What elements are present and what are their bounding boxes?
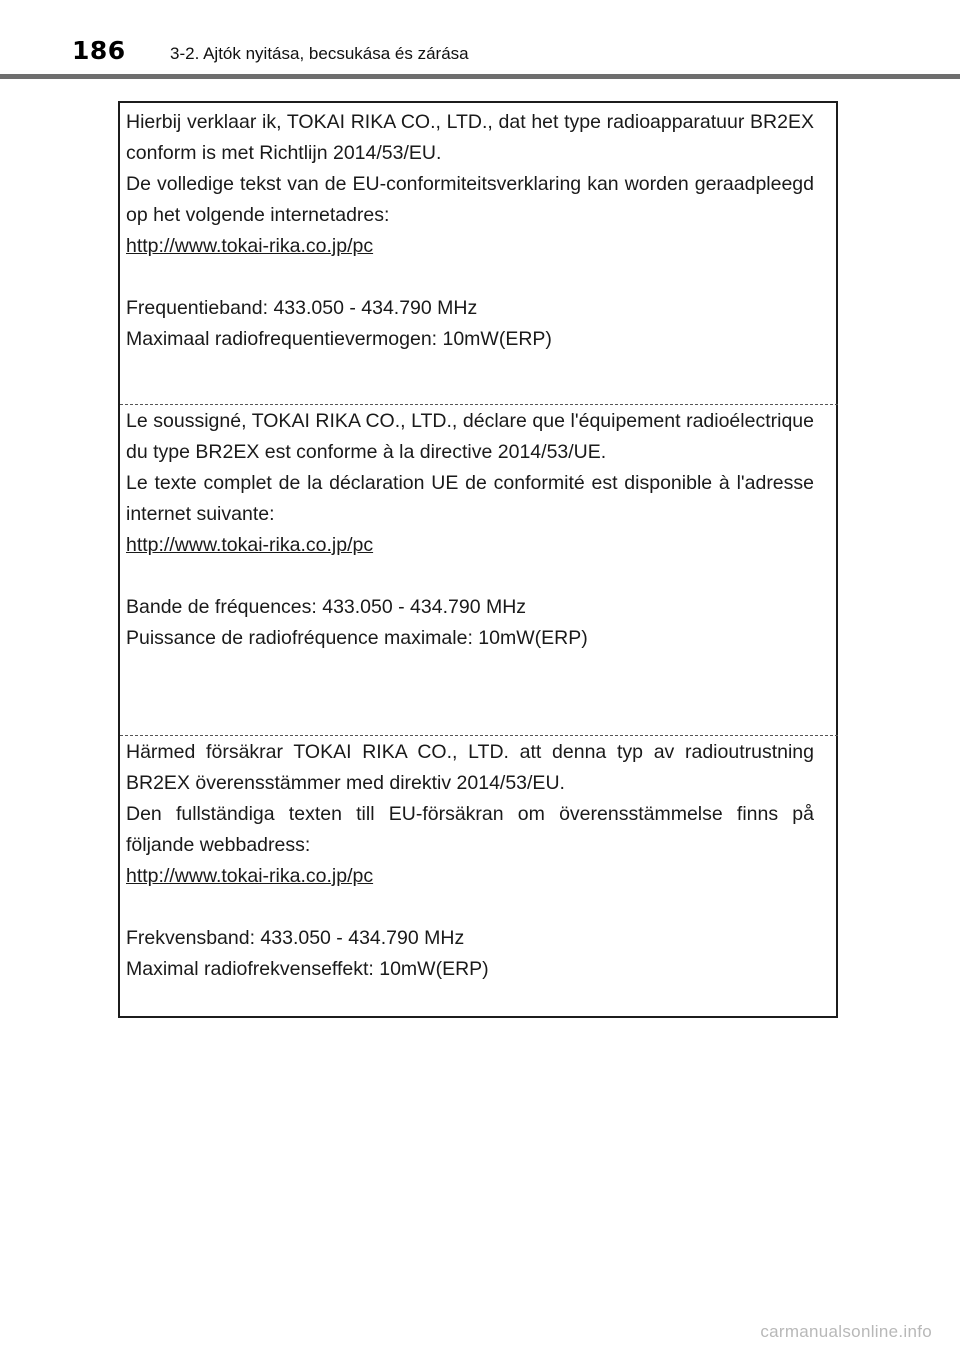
section-divider xyxy=(120,735,838,736)
declaration-text: Le soussigné, TOKAI RIKA CO., LTD., déclare que l'équipement radioélectrique du type BR2EX est conforme à la directive 2014/53/UE. xyxy=(126,410,814,463)
page-header xyxy=(0,0,960,80)
full-text-group xyxy=(126,799,814,892)
max-power: Maximaal radiofrequentievermogen: 10mW(ERP) xyxy=(126,328,552,350)
section-divider xyxy=(120,404,838,405)
max-power: Puissance de radiofréquence maximale: 10mW(ERP) xyxy=(126,627,588,649)
full-text-info: De volledige tekst van de EU-conformiteitsverklaring kan worden geraadpleegd op het volgende internetadres: xyxy=(126,173,814,226)
radio-spec-group xyxy=(126,293,814,355)
frequency-band: Frequentieband: 433.050 - 434.790 MHz xyxy=(126,297,478,319)
conformity-notice-box xyxy=(118,101,838,1018)
declaration-block-dutch xyxy=(120,107,836,355)
max-power: Maximal radiofrekvenseffekt: 10mW(ERP) xyxy=(126,958,489,980)
conformity-url-link[interactable]: http://www.tokai-rika.co.jp/pc xyxy=(126,865,374,887)
full-text-group xyxy=(126,468,814,561)
full-text-info: Den fullständiga texten till EU-försäkran om överensstämmelse finns på följande webbadress: xyxy=(126,803,814,856)
section-title: 3-2. Ajtók nyitása, becsukása és zárása xyxy=(170,44,469,63)
declaration-block-swedish xyxy=(120,737,836,985)
watermark: carmanualsonline.info xyxy=(760,1322,932,1341)
conformity-url-link[interactable]: http://www.tokai-rika.co.jp/pc xyxy=(126,534,374,556)
declaration-block-french xyxy=(120,406,836,654)
frequency-band: Bande de fréquences: 433.050 - 434.790 MHz xyxy=(126,596,527,618)
full-text-group xyxy=(126,169,814,262)
declaration-text: Härmed försäkrar TOKAI RIKA CO., LTD. att denna typ av radioutrustning BR2EX överensstämmer med direktiv 2014/53/EU. xyxy=(126,741,814,794)
page-number: 186 xyxy=(72,36,126,65)
radio-spec-group xyxy=(126,923,814,985)
declaration-text: Hierbij verklaar ik, TOKAI RIKA CO., LTD., dat het type radioapparatuur BR2EX conform is met Richtlijn 2014/53/EU. xyxy=(126,111,814,164)
header-rule xyxy=(0,74,960,79)
radio-spec-group xyxy=(126,592,814,654)
conformity-url-link[interactable]: http://www.tokai-rika.co.jp/pc xyxy=(126,235,374,257)
frequency-band: Frekvensband: 433.050 - 434.790 MHz xyxy=(126,927,465,949)
full-text-info: Le texte complet de la déclaration UE de conformité est disponible à l'adresse internet suivante: xyxy=(126,472,814,525)
